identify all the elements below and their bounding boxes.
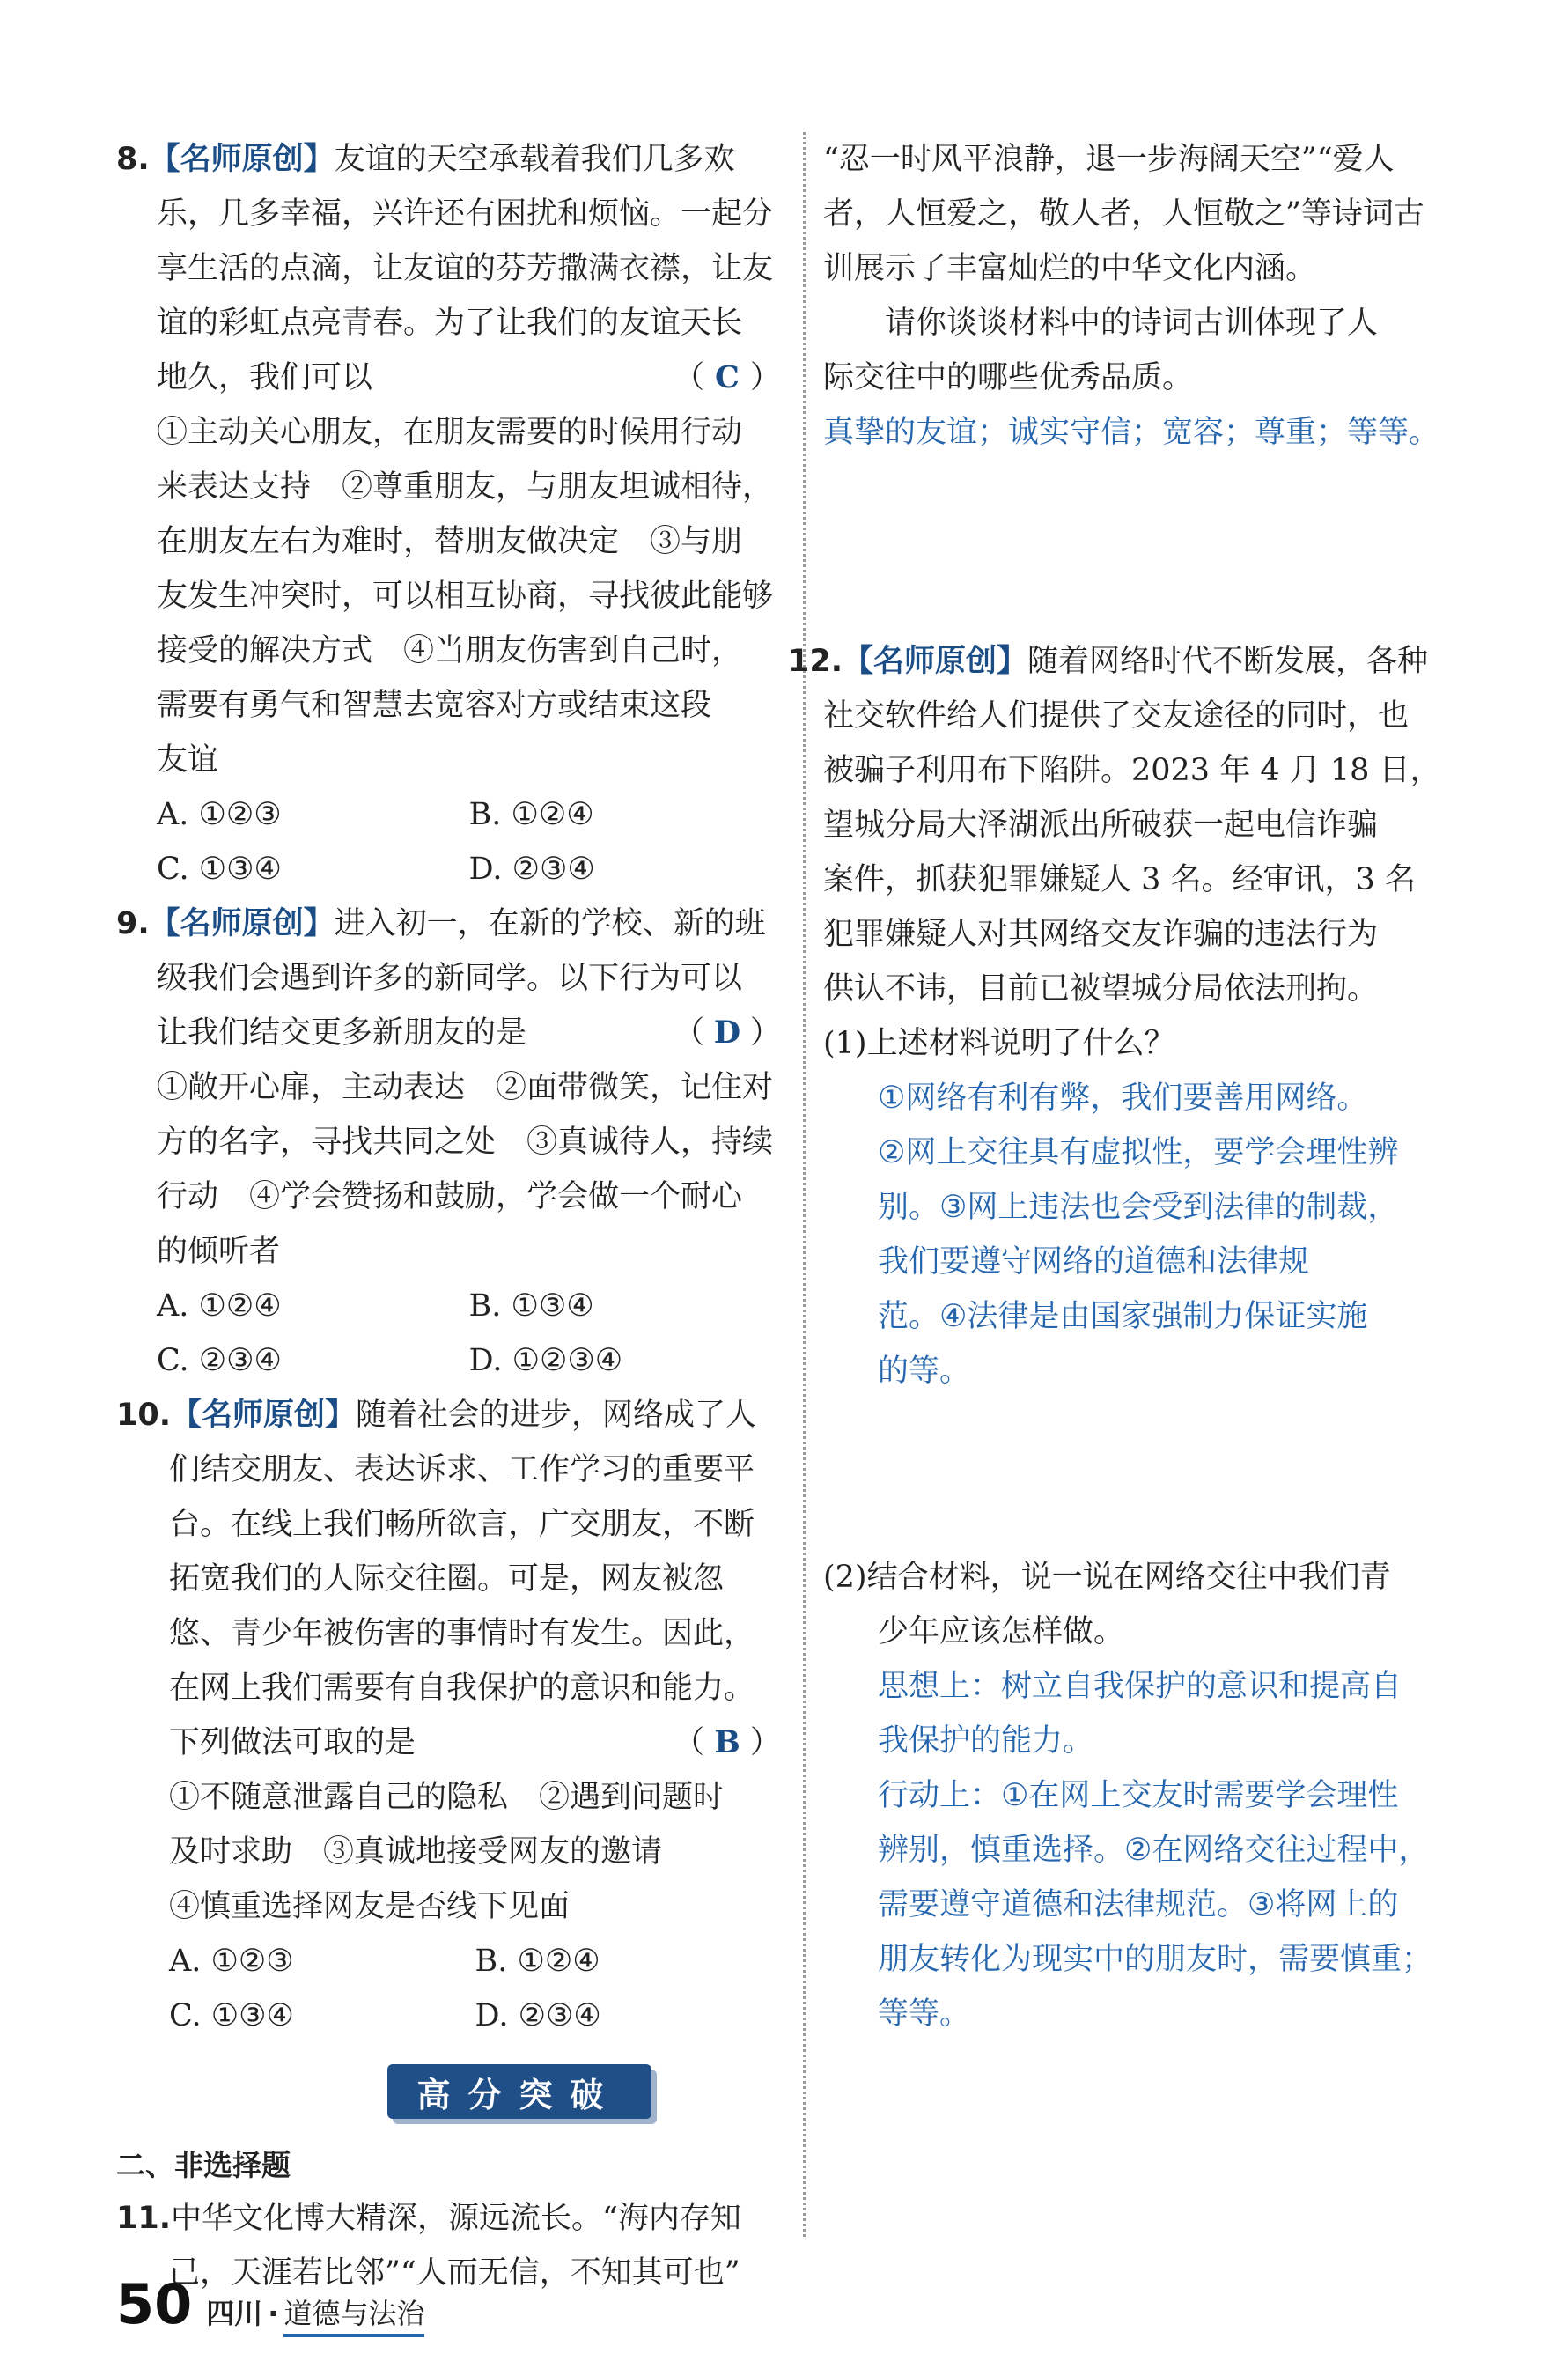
- q11-line-1: 11.中华文化博大精深，源远流长。“海内存知: [116, 2201, 741, 2236]
- answer-space: [823, 460, 1488, 634]
- q12-answer1-line: 别。③网上违法也会受到法律的制裁，: [878, 1190, 1399, 1225]
- q12-line: 供认不讳，目前已被望城分局依法刑拘。: [823, 971, 1379, 1007]
- q10-answer: B: [714, 1724, 740, 1760]
- q11-question-line: 际交往中的哪些优秀品质。: [823, 360, 1194, 395]
- q8-options-row: [116, 787, 781, 842]
- q12-answer2-line: 思想上：树立自我保护的意识和提高自: [878, 1669, 1402, 1704]
- answer-bracket: （ B ）: [674, 1716, 781, 1770]
- option-a: A. ①②③: [157, 797, 282, 832]
- q12-answer1-line: 的等。: [878, 1354, 971, 1389]
- option-a: A. ①②④: [157, 1288, 282, 1324]
- q12-answer2-line: 行动上：①在网上交友时需要学会理性: [878, 1778, 1399, 1813]
- q8-line-3: 享生活的点滴，让友谊的芬芳撒满衣襟，让友: [157, 251, 774, 286]
- q9-options-row: [116, 1333, 781, 1388]
- q8-item-line: ①主动关心朋友，在朋友需要的时候用行动: [157, 415, 743, 450]
- question-10: [116, 1388, 781, 2043]
- q8-line-1: 8.【名师原创】友谊的天空承载着我们几多欢: [116, 142, 735, 177]
- q12-sub2-line: 少年应该怎样做。: [878, 1614, 1125, 1649]
- q10-item-line: ①不随意泄露自己的隐私 ②遇到问题时: [169, 1780, 725, 1815]
- option-b: B. ①③④: [468, 1288, 594, 1324]
- q10-stem-end: 下列做法可取的是 （ B ）: [116, 1716, 781, 1770]
- question-8: [116, 132, 781, 897]
- q9-item-line: 方的名字，寻找共同之处 ③真诚待人，持续: [157, 1125, 774, 1160]
- q12-line: 社交软件给人们提供了交友途径的同时，也: [823, 698, 1410, 734]
- option-d: D. ②③④: [475, 1998, 601, 2033]
- q11-answer: 真挚的友谊；诚实守信；宽容；尊重；等等。: [823, 415, 1440, 450]
- option-c: C. ①③④: [157, 852, 282, 887]
- footer-dot: ·: [268, 2297, 279, 2330]
- q8-line-4: 谊的彩虹点亮青春。为了让我们的友谊天长: [157, 306, 743, 341]
- option-c: C. ①③④: [169, 1998, 294, 2033]
- q9-stem-end: 让我们结交更多新朋友的是 （ D ）: [116, 1006, 781, 1060]
- q11-cont-line: 训展示了丰富灿烂的中华文化内涵。: [823, 251, 1317, 286]
- answer-space: [823, 1398, 1488, 1550]
- option-a: A. ①②③: [169, 1944, 294, 1979]
- q12-line: 犯罪嫌疑人对其网络交友诈骗的违法行为: [823, 917, 1379, 952]
- q10-item-line: ④慎重选择网友是否线下见面: [169, 1889, 571, 1924]
- q9-item-line: ①敞开心扉，主动表达 ②面带微笑，记住对: [157, 1070, 774, 1105]
- option-d: D. ②③④: [468, 852, 595, 887]
- answer-bracket: （ D ）: [674, 1006, 781, 1060]
- q8-item-line: 友谊: [157, 742, 219, 778]
- section-title: 二、非选择题: [116, 2148, 291, 2182]
- q8-options-row: [116, 842, 781, 897]
- q10-item-line: 及时求助 ③真诚地接受网友的邀请: [169, 1834, 663, 1870]
- option-c: C. ②③④: [157, 1343, 282, 1378]
- section-banner: 高分突破: [387, 2064, 651, 2119]
- q12-answer1-line: ①网络有利有弊，我们要善用网络。: [878, 1081, 1368, 1116]
- q10-line: 在网上我们需要有自我保护的意识和能力。: [169, 1671, 755, 1706]
- q12-answer1-line: 范。④法律是由国家强制力保证实施: [878, 1299, 1368, 1334]
- option-b: B. ①②④: [475, 1944, 600, 1979]
- q10-line-1: 10.【名师原创】随着社会的进步，网络成了人: [116, 1398, 757, 1433]
- question-12: [788, 634, 1488, 2041]
- q11-cont-line: “忍一时风平浪静，退一步海阔天空”“爱人: [823, 142, 1395, 177]
- right-column: [788, 132, 1488, 2041]
- q12-sub2-line: (2)结合材料，说一说在网络交往中我们青: [823, 1560, 1391, 1595]
- q8-line-2: 乐，几多幸福，兴许还有困扰和烦恼。一起分: [157, 196, 774, 232]
- q10-line: 悠、青少年被伤害的事情时有发生。因此，: [169, 1616, 755, 1651]
- q10-options-row: [116, 1934, 781, 1989]
- footer-region: 四川: [206, 2297, 263, 2330]
- q10-line: 们结交朋友、表达诉求、工作学习的重要平: [169, 1452, 755, 1487]
- q12-answer1-line: ②网上交往具有虚拟性，要学会理性辨: [878, 1135, 1399, 1170]
- q8-item-line: 在朋友左右为难时，替朋友做决定 ③与朋: [157, 524, 743, 559]
- q12-answer1-line: 我们要遵守网络的道德和法律规: [878, 1244, 1310, 1280]
- q9-line-2: 级我们会遇到许多的新同学。以下行为可以: [157, 961, 743, 996]
- page-footer: [116, 2272, 424, 2337]
- q12-line-1: 12.【名师原创】随着网络时代不断发展，各种: [788, 644, 1429, 679]
- section-banner-wrap: [116, 2043, 781, 2140]
- q9-options-row: [116, 1279, 781, 1333]
- question-9: [116, 897, 781, 1388]
- q9-item-line: 行动 ④学会赞扬和鼓励，学会做一个耐心: [157, 1179, 743, 1214]
- left-column: [116, 132, 781, 2300]
- q12-answer2-line: 需要遵守道德和法律规范。③将网上的: [878, 1887, 1399, 1922]
- q12-answer2-line: 等等。: [878, 1996, 971, 2032]
- q11-question-line: 请你谈谈材料中的诗词古训体现了人: [885, 306, 1379, 341]
- q8-answer: C: [715, 359, 740, 395]
- answer-bracket: （ C ）: [674, 350, 781, 405]
- footer-subject: 道德与法治: [283, 2291, 424, 2337]
- q8-item-line: 友发生冲突时，可以相互协商，寻找彼此能够: [157, 579, 774, 614]
- q8-item-line: 来表达支持 ②尊重朋友，与朋友坦诚相待，: [157, 469, 774, 505]
- q12-line: 被骗子利用布下陷阱。2023 年 4 月 18 日，: [823, 753, 1441, 788]
- q12-sub1: (1)上述材料说明了什么？: [823, 1026, 1175, 1061]
- q12-line: 案件，抓获犯罪嫌疑人 3 名。经审讯，3 名: [823, 862, 1416, 897]
- q10-line: 台。在线上我们畅所欲言，广交朋友，不断: [169, 1507, 755, 1542]
- q8-item-line: 接受的解决方式 ④当朋友伤害到自己时，: [157, 633, 743, 668]
- q9-item-line: 的倾听者: [157, 1234, 281, 1269]
- q8-stem-end: 地久，我们可以 （ C ）: [116, 350, 781, 405]
- question-11-continued: [823, 132, 1488, 460]
- column-divider: [803, 132, 806, 2237]
- q8-item-line: 需要有勇气和智慧去宽容对方或结束这段: [157, 688, 712, 723]
- q12-answer2-line: 辨别，慎重选择。②在网络交往过程中，: [878, 1833, 1430, 1868]
- q11-cont-line: 者，人恒爱之，敬人者，人恒敬之”等诗词古: [823, 196, 1424, 232]
- q11-line-2: 己，天涯若比邻”“人而无信，不知其可也”: [169, 2255, 740, 2291]
- q12-line: 望城分局大泽湖派出所破获一起电信诈骗: [823, 808, 1379, 843]
- q10-line: 拓宽我们的人际交往圈。可是，网友被忽: [169, 1561, 725, 1597]
- option-b: B. ①②④: [468, 797, 594, 832]
- q9-answer: D: [713, 1015, 741, 1051]
- q9-line-1: 9.【名师原创】进入初一，在新的学校、新的班: [116, 906, 766, 941]
- q12-answer2-line: 我保护的能力。: [878, 1723, 1094, 1759]
- q10-options-row: [116, 1989, 781, 2043]
- page-number: 50: [116, 2272, 193, 2336]
- option-d: D. ①②③④: [468, 1343, 623, 1378]
- q12-answer2-line: 朋友转化为现实中的朋友时，需要慎重；: [878, 1942, 1433, 1977]
